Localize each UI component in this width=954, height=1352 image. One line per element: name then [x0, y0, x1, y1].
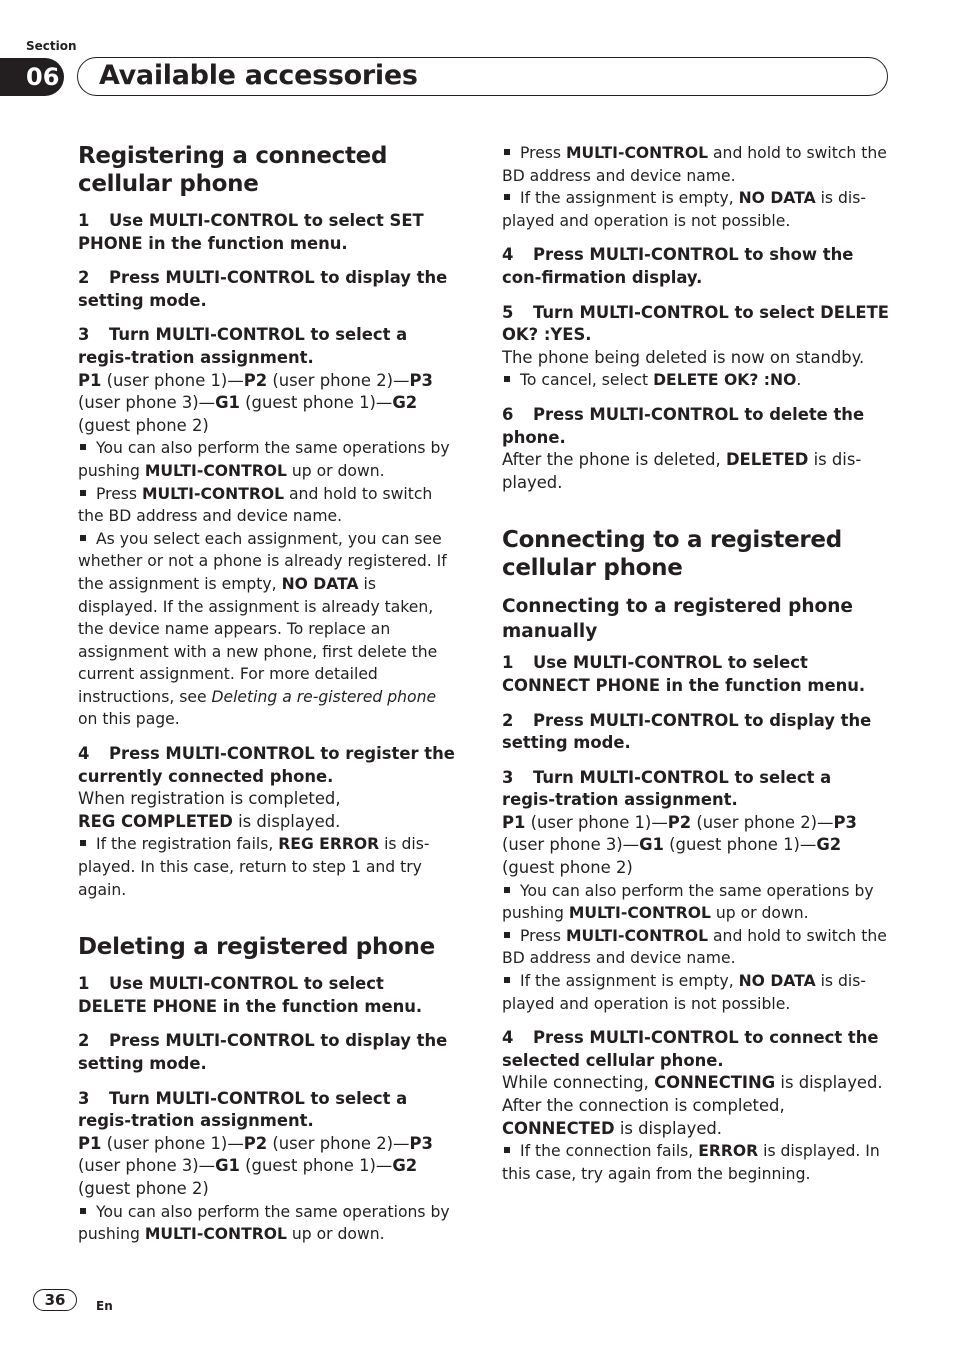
- heading-deleting: Deleting a registered phone: [78, 934, 435, 961]
- conn-step-1: 1 Use MULTI-CONTROL to select CONNECT PHONE in the function menu.: [502, 653, 866, 695]
- del-step-6: 6 Press MULTI-CONTROL to delete the phone.: [502, 404, 865, 447]
- del-step-5: 5 Turn MULTI-CONTROL to select DELETE OK? :YES.: [502, 302, 889, 345]
- bullet-square-icon: [504, 887, 510, 893]
- reg-note-push: You can also perform the same operations by pushing MULTI-CONTROL up or down.: [78, 439, 450, 480]
- left-column: [78, 142, 456, 1246]
- page-title: Available accessories: [99, 60, 418, 91]
- bullet-square-icon: [80, 444, 86, 450]
- reg-step-3: 3 Turn MULTI-CONTROL to select a regis-tration assignment.: [78, 325, 408, 367]
- cross-reference-link: Deleting a re-gistered phone: [211, 687, 437, 706]
- del-note-empty: If the assignment is empty, NO DATA is dis-played and operation is not possible.: [502, 189, 866, 230]
- del-step-1: 1 Use MULTI-CONTROL to select DELETE PHONE in the function menu.: [78, 974, 423, 1016]
- conn-note-empty: If the assignment is empty, NO DATA is dis-played and operation is not possible.: [502, 972, 866, 1013]
- bullet-square-icon: [80, 1208, 86, 1214]
- conn-note-fail: If the connection fails, ERROR is displayed. In this case, try again from the beginning.: [502, 1142, 880, 1183]
- right-column: [502, 142, 890, 1185]
- conn-step-2: 2 Press MULTI-CONTROL to display the setting mode.: [502, 710, 872, 753]
- reg-step-1: 1 Use MULTI-CONTROL to select SET PHONE in the function menu.: [78, 211, 424, 253]
- del-note-push: You can also perform the same operations by pushing MULTI-CONTROL up or down.: [78, 1202, 450, 1244]
- del-step-4: 4 Press MULTI-CONTROL to show the con-firmation display.: [502, 245, 854, 287]
- del-note-cancel: To cancel, select DELETE OK? :NO.: [502, 369, 890, 392]
- bullet-square-icon: [80, 535, 86, 541]
- bullet-square-icon: [504, 932, 510, 938]
- bullet-square-icon: [504, 1147, 510, 1153]
- del-assignment-list: P1 (user phone 1)—P2 (user phone 2)—P3 (user phone 3)—G1 (guest phone 1)—G2 (guest phone 2): [78, 1133, 433, 1198]
- page-number: 36: [33, 1289, 77, 1311]
- bullet-square-icon: [504, 977, 510, 983]
- reg-step-4: 4 Press MULTI-CONTROL to register the currently connected phone.: [78, 744, 455, 786]
- bullet-square-icon: [80, 840, 86, 846]
- del-step-2: 2 Press MULTI-CONTROL to display the setting mode.: [78, 1031, 448, 1073]
- reg-assignment-list: P1 (user phone 1)—P2 (user phone 2)—P3 (user phone 3)—G1 (guest phone 1)—G2 (guest phone 2): [78, 370, 433, 435]
- language-label: En: [96, 1299, 113, 1313]
- del-note-hold: Press MULTI-CONTROL and hold to switch the BD address and device name.: [502, 144, 887, 185]
- bullet-square-icon: [504, 376, 510, 382]
- reg-step-4-text: When registration is completed, REG COMPLETED is displayed.: [78, 789, 341, 831]
- conn-step-3: 3 Turn MULTI-CONTROL to select a regis-tration assignment.: [502, 767, 832, 810]
- conn-step-4: 4 Press MULTI-CONTROL to connect the selected cellular phone.: [502, 1028, 879, 1070]
- heading-registering: Registering a connected cellular phone: [78, 143, 388, 197]
- bullet-square-icon: [504, 194, 510, 200]
- reg-note-fail: If the registration fails, REG ERROR is dis-played. In this case, return to step 1 and try again.: [78, 835, 430, 899]
- del-step-5-text: The phone being deleted is now on standby.: [502, 347, 865, 367]
- conn-note-hold: Press MULTI-CONTROL and hold to switch the BD address and device name.: [502, 926, 887, 968]
- reg-step-2: 2 Press MULTI-CONTROL to display the setting mode.: [78, 268, 448, 310]
- del-step-3: 3 Turn MULTI-CONTROL to select a regis-tration assignment.: [78, 1088, 408, 1131]
- heading-connecting: Connecting to a registered cellular phone: [502, 527, 842, 582]
- reg-note-hold: Press MULTI-CONTROL and hold to switch the BD address and device name.: [78, 484, 433, 526]
- del-step-6-text: After the phone is deleted, DELETED is dis-played.: [502, 450, 862, 492]
- bullet-square-icon: [80, 490, 86, 496]
- conn-assignment-list: P1 (user phone 1)—P2 (user phone 2)—P3 (user phone 3)—G1 (guest phone 1)—G2 (guest phone 2): [502, 812, 857, 878]
- conn-note-push: You can also perform the same operations by pushing MULTI-CONTROL up or down.: [502, 881, 874, 923]
- subheading-connecting-manually: Connecting to a registered phone manually: [502, 596, 853, 643]
- conn-step-4-text: While connecting, CONNECTING is displayed. After the connection is completed, CONNECTED is displayed.: [502, 1073, 883, 1138]
- section-number-badge: 06: [0, 58, 64, 96]
- bullet-square-icon: [504, 149, 510, 155]
- reg-note-assignment: As you select each assignment, you can see whether or not a phone is already registered. If the assignment is empty, NO DATA is displayed. If the assignment is already taken, the device name appears. To replace an assignment with a new phone, first delete the current assignment. For more detailed instructions, see Deleting a re-gistered phone on this page.: [78, 529, 447, 729]
- section-label: Section: [26, 39, 77, 53]
